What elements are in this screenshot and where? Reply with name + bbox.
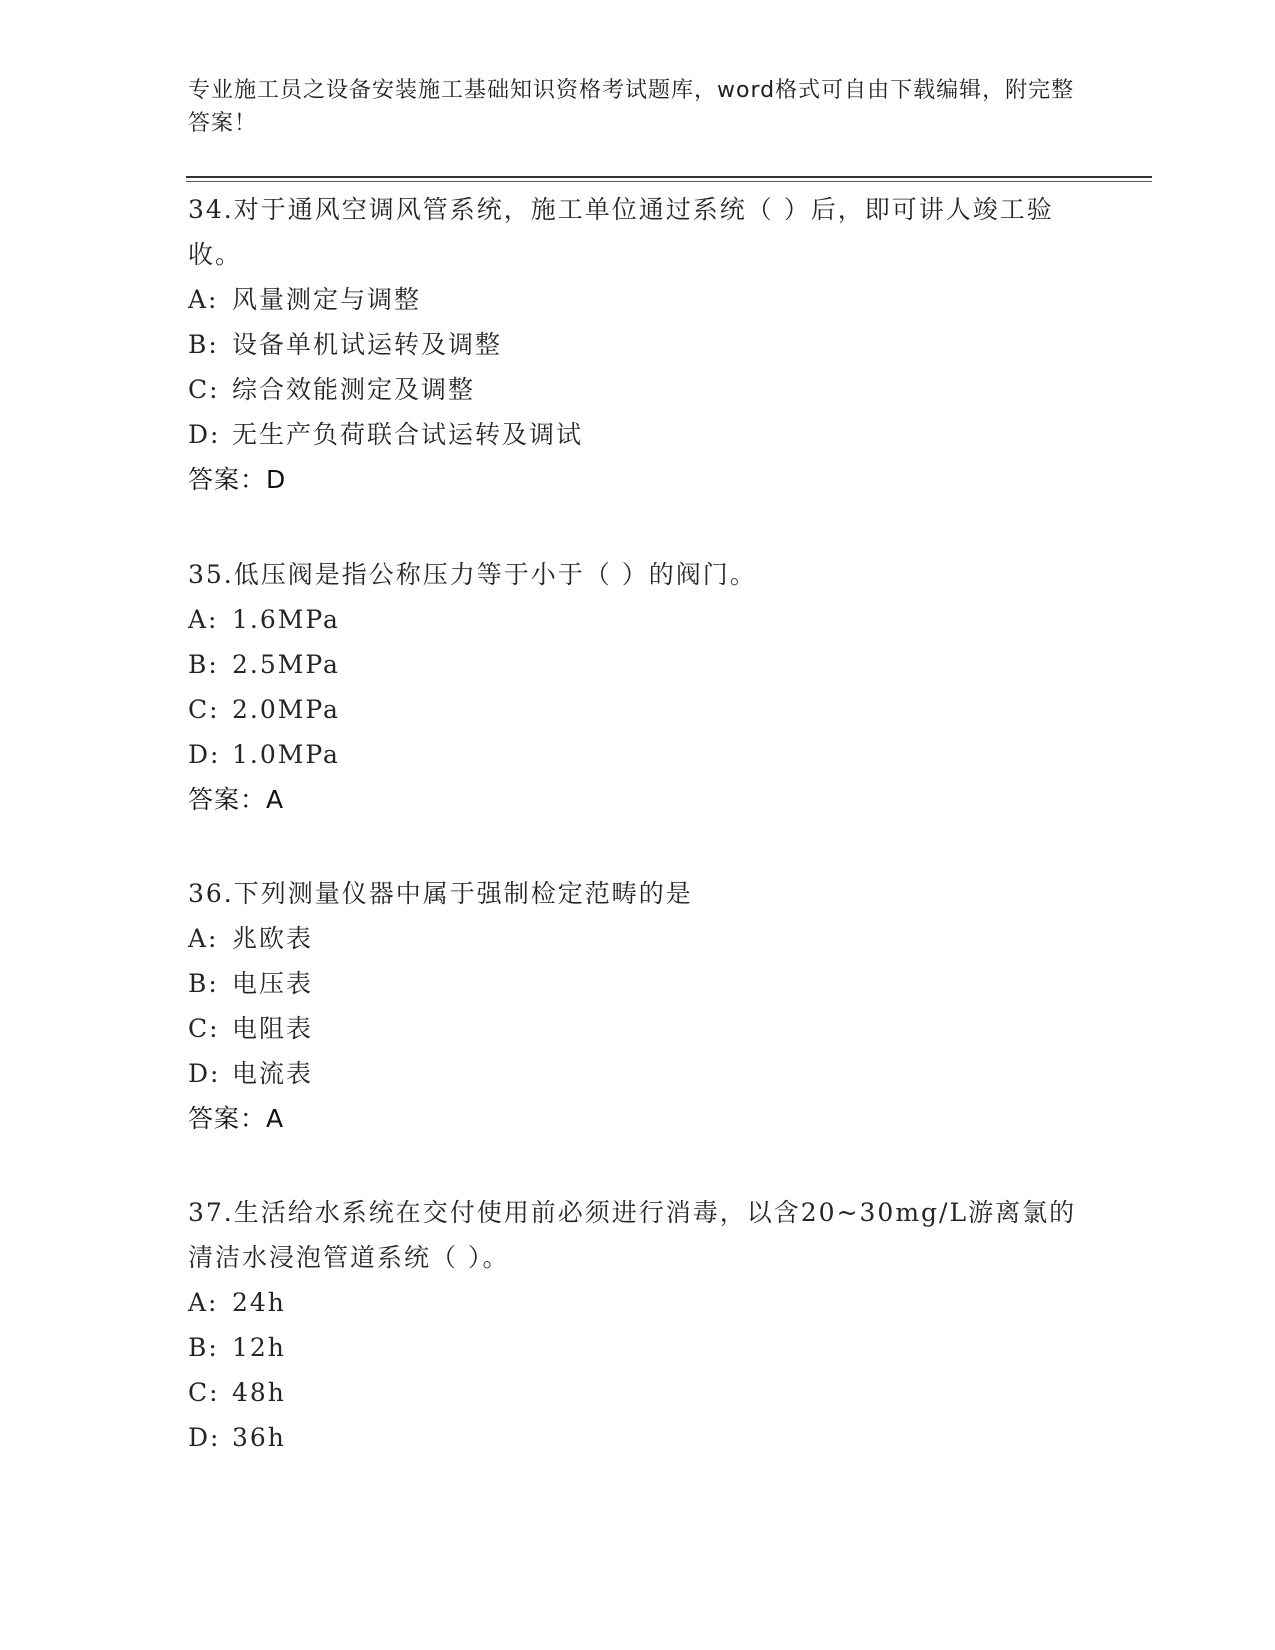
option-label: B: [188, 969, 219, 998]
question-37 [188, 1190, 1088, 1460]
option-text: 设备单机试运转及调整 [232, 330, 503, 359]
option-a [188, 1280, 1088, 1325]
option-label: D: [188, 1423, 221, 1452]
answer: 答案：A [188, 785, 285, 814]
option-a [188, 277, 1088, 322]
answer: 答案：A [188, 1104, 285, 1133]
question-stem: 34.对于通风空调风管系统，施工单位通过系统（ ）后，即可讲人竣工验收。 [188, 195, 1054, 269]
question-stem: 37.生活给水系统在交付使用前必须进行消毒，以含20~30mg/L游离氯的清洁水浸泡管道系统（ ）。 [188, 1198, 1077, 1272]
option-b [188, 322, 1088, 367]
question-35 [188, 552, 1088, 822]
option-label: C: [188, 1378, 220, 1407]
option-b [188, 642, 1088, 687]
option-label: B: [188, 330, 219, 359]
option-label: B: [188, 650, 219, 679]
option-label: D: [188, 420, 221, 449]
option-text: 综合效能测定及调整 [232, 375, 476, 404]
document-header: 专业施工员之设备安装施工基础知识资格考试题库，word格式可自由下载编辑，附完整答案！ [188, 78, 1075, 136]
option-text: 48h [232, 1378, 286, 1407]
option-text: 无生产负荷联合试运转及调试 [232, 420, 584, 449]
option-text: 2.5MPa [232, 650, 340, 679]
option-text: 1.0MPa [232, 740, 340, 769]
option-text: 电压表 [232, 969, 314, 998]
option-text: 兆欧表 [232, 924, 314, 953]
option-text: 电阻表 [232, 1014, 314, 1043]
option-label: C: [188, 695, 220, 724]
option-b [188, 1325, 1088, 1370]
question-36 [188, 871, 1088, 1141]
option-label: B: [188, 1333, 219, 1362]
question-stem: 35.低压阀是指公称压力等于小于（ ）的阀门。 [188, 560, 757, 589]
option-c [188, 367, 1088, 412]
option-label: A: [188, 1288, 219, 1317]
option-b [188, 961, 1088, 1006]
option-d [188, 412, 1088, 457]
option-c [188, 1006, 1088, 1051]
option-label: D: [188, 740, 221, 769]
option-label: C: [188, 1014, 220, 1043]
option-text: 2.0MPa [232, 695, 340, 724]
option-text: 24h [232, 1288, 286, 1317]
option-label: A: [188, 285, 219, 314]
question-stem: 36.下列测量仪器中属于强制检定范畴的是 [188, 879, 693, 908]
option-text: 12h [232, 1333, 286, 1362]
option-label: D: [188, 1059, 221, 1088]
option-text: 电流表 [232, 1059, 314, 1088]
question-34 [188, 187, 1088, 502]
option-label: A: [188, 924, 219, 953]
option-c [188, 1370, 1088, 1415]
option-c [188, 687, 1088, 732]
option-text: 风量测定与调整 [232, 285, 422, 314]
option-a [188, 916, 1088, 961]
header-divider [186, 176, 1152, 178]
answer: 答案：D [188, 465, 287, 494]
header-divider-thin [186, 181, 1152, 182]
option-d [188, 1051, 1088, 1096]
option-d [188, 1415, 1088, 1460]
option-label: C: [188, 375, 220, 404]
option-text: 36h [232, 1423, 286, 1452]
option-label: A: [188, 605, 219, 634]
option-a [188, 597, 1088, 642]
option-d [188, 732, 1088, 777]
option-text: 1.6MPa [232, 605, 340, 634]
